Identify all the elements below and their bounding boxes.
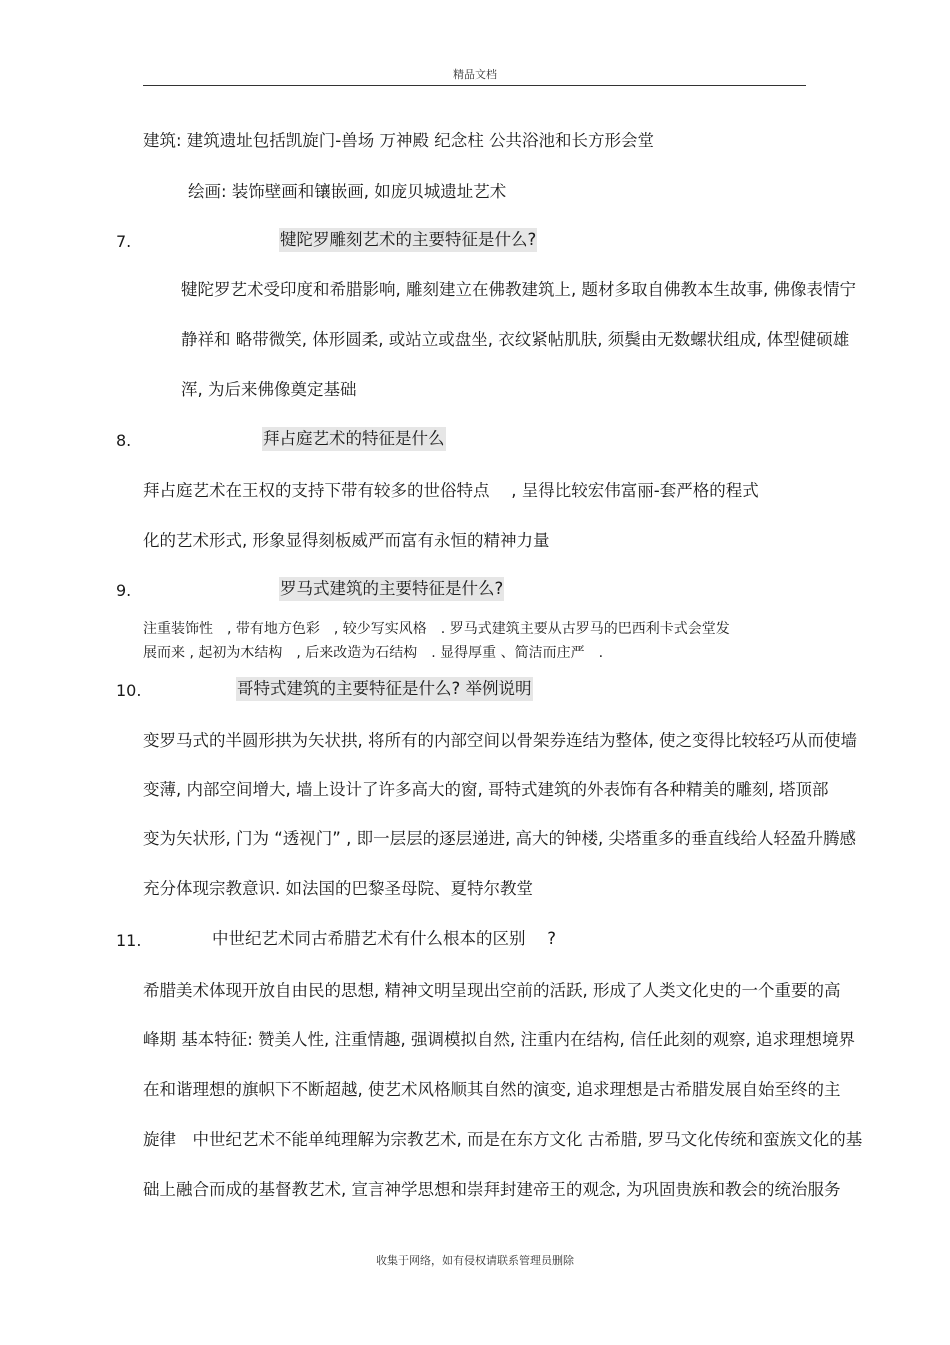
question-7-answer-line: 浑, 为后来佛像奠定基础 [181,380,357,399]
question-11-title: 中世纪艺术同古希腊艺术有什么根本的区别 ? [212,929,557,948]
question-11-answer-line: 在和谐理想的旗帜下不断超越, 使艺术风格顺其自然的演变, 追求理想是古希腊发展自始至终的主 [143,1080,841,1099]
intro-architecture: 建筑: 建筑遗址包括凯旋门-兽场 万神殿 纪念柱 公共浴池和长方形会堂 [143,131,654,150]
question-10-answer-line: 变为矢状形, 门为 “透视门” , 即一层层的逐层递进, 高大的钟楼, 尖塔重多的垂直线给人轻盈升腾感 [143,829,857,848]
question-11-number: 11. [116,931,142,950]
question-11-answer-line: 峰期 基本特征: 赞美人性, 注重情趣, 强调模拟自然, 注重内在结构, 信任此刻的观察, 追求理想境界 [143,1030,855,1049]
question-11-answer-line: 础上融合而成的基督教艺术, 宣言神学思想和崇拜封建帝王的观念, 为巩固贵族和教会的统治服务 [143,1180,841,1199]
intro-painting: 绘画: 装饰壁画和镶嵌画, 如庞贝城遗址艺术 [188,182,507,201]
question-7-title: 犍陀罗雕刻艺术的主要特征是什么? [279,228,537,252]
question-7-answer-line: 静祥和 略带微笑, 体形圆柔, 或站立或盘坐, 衣纹紧帖肌肤, 须鬓由无数螺状组成, 体型健硕雄 [181,330,850,349]
page-footer: 收集于网络，如有侵权请联系管理员删除 [376,1254,574,1267]
question-9-title: 罗马式建筑的主要特征是什么? [279,577,504,601]
question-9-answer-line: 展而来 , 起初为木结构 , 后来改造为石结构 . 显得厚重 、简洁而庄严 . [143,645,604,661]
question-10-answer-line: 变薄, 内部空间增大, 墙上设计了许多高大的窗, 哥特式建筑的外表饰有各种精美的雕刻, 塔顶部 [143,780,829,799]
question-8-answer-line: 拜占庭艺术在王权的支持下带有较多的世俗特点 , 呈得比较宏伟富丽-套严格的程式 [143,481,759,500]
question-11-answer-line: 希腊美术体现开放自由民的思想, 精神文明呈现出空前的活跃, 形成了人类文化史的一个重要的高 [143,981,841,1000]
question-9-number: 9. [116,581,132,600]
question-7-number: 7. [116,232,132,251]
header-divider [143,85,806,86]
page-header: 精品文档 [453,68,497,81]
question-8-number: 8. [116,431,132,450]
question-8-title: 拜占庭艺术的特征是什么 [262,427,446,451]
question-10-answer-line: 充分体现宗教意识. 如法国的巴黎圣母院、夏特尔教堂 [143,879,533,898]
question-10-answer-line: 变罗马式的半圆形拱为矢状拱, 将所有的内部空间以骨架券连结为整体, 使之变得比较轻巧从而使墙 [143,731,857,750]
question-10-number: 10. [116,681,142,700]
question-9-answer-line: 注重装饰性 , 带有地方色彩 , 较少写实风格 . 罗马式建筑主要从古罗马的巴西利卡式会堂发 [143,621,730,637]
question-8-answer-line: 化的艺术形式, 形象显得刻板威严而富有永恒的精神力量 [143,531,550,550]
question-7-answer-line: 犍陀罗艺术受印度和希腊影响, 雕刻建立在佛教建筑上, 题材多取自佛教本生故事, 佛像表情宁 [181,280,856,299]
question-11-answer-line: 旋律 中世纪艺术不能单纯理解为宗教艺术, 而是在东方文化 古希腊, 罗马文化传统和蛮族文化的基 [143,1130,863,1149]
question-10-title: 哥特式建筑的主要特征是什么? 举例说明 [236,677,533,701]
